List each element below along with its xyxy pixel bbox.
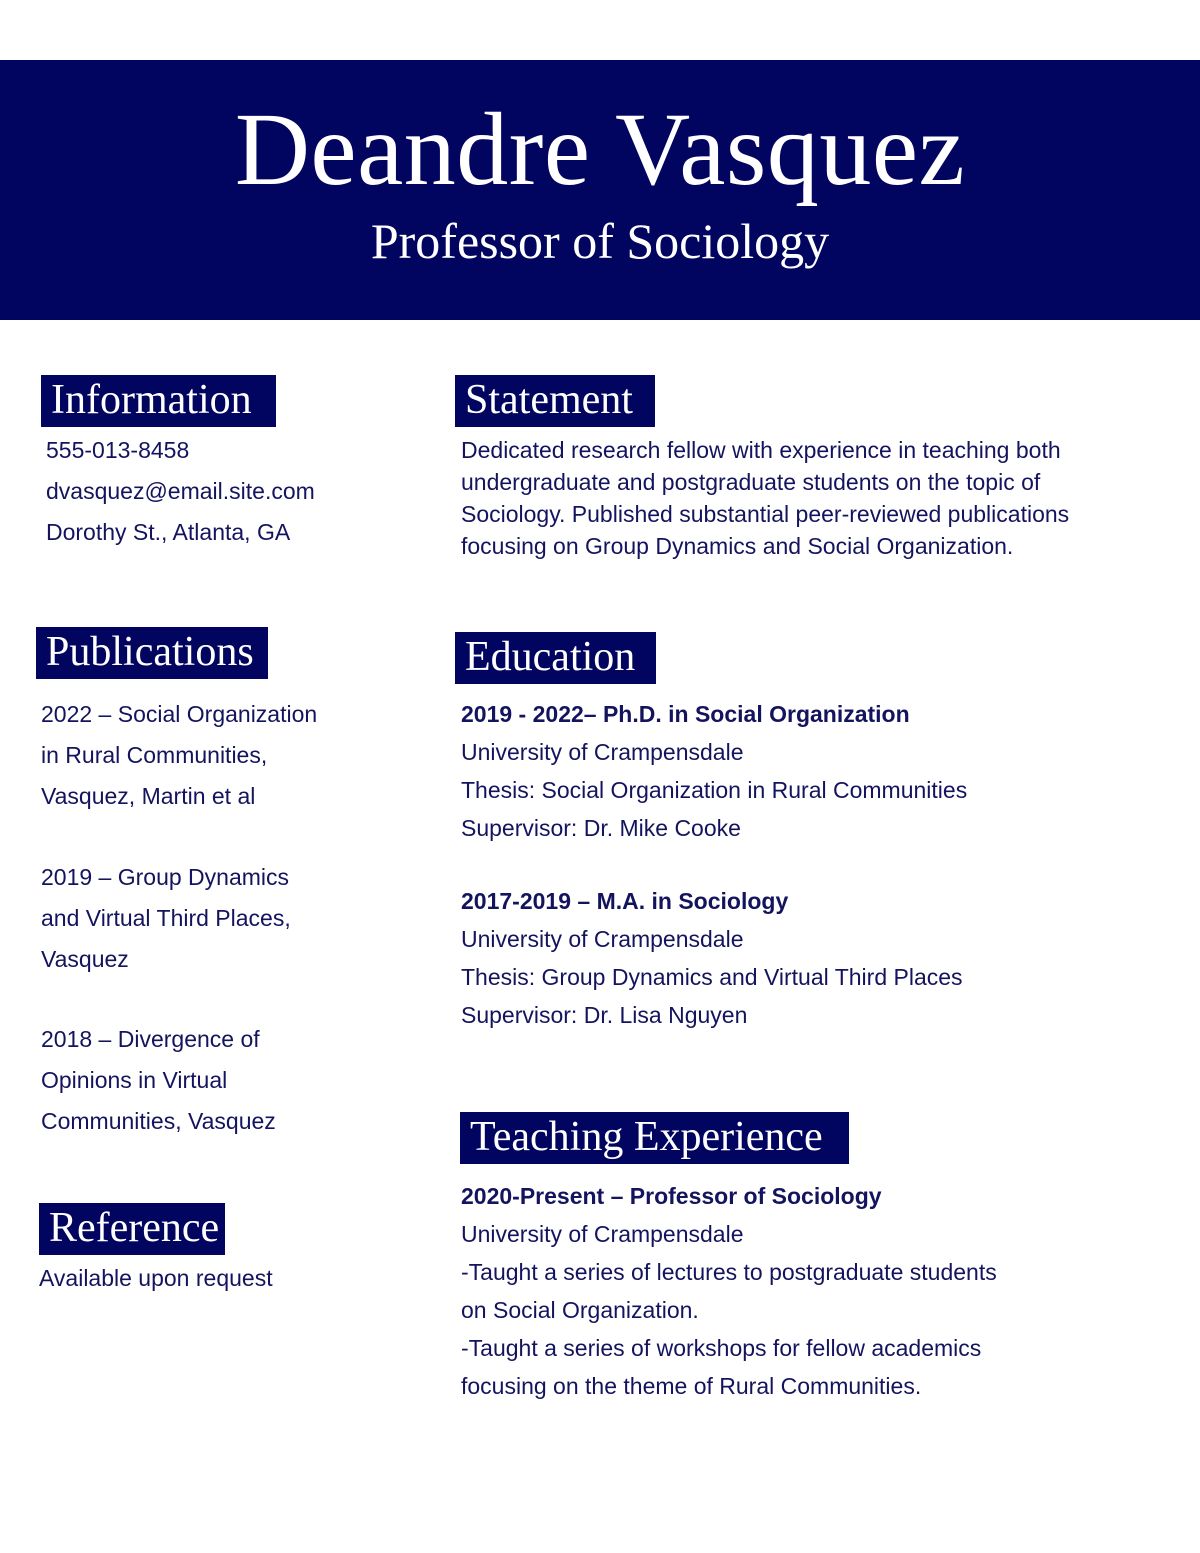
education-entry — [461, 882, 963, 1034]
education-entry — [461, 695, 967, 847]
publication-item — [41, 857, 291, 980]
publication-line: 2022 – Social Organization — [41, 701, 318, 727]
publication-line: and Virtual Third Places, — [41, 905, 291, 931]
thesis: Thesis: Social Organization in Rural Communities — [461, 777, 968, 803]
publication-line: Vasquez — [41, 946, 129, 972]
publication-line: Opinions in Virtual — [41, 1067, 228, 1093]
publications-heading: Publications — [36, 627, 268, 679]
information-heading: Information — [41, 375, 276, 427]
job-title: Professor of Sociology — [370, 213, 830, 269]
information-block — [46, 430, 315, 553]
statement-heading: Statement — [455, 375, 655, 427]
thesis: Thesis: Group Dynamics and Virtual Third Places — [461, 964, 963, 990]
education-heading: Education — [455, 632, 656, 684]
email-address: dvasquez@email.site.com — [46, 478, 315, 504]
position-title: 2020-Present – Professor of Sociology — [461, 1183, 882, 1209]
phone-number: 555-013-8458 — [46, 437, 190, 463]
supervisor: Supervisor: Dr. Mike Cooke — [461, 815, 741, 841]
university: University of Crampensdale — [461, 739, 744, 765]
publication-item — [41, 1019, 276, 1142]
supervisor: Supervisor: Dr. Lisa Nguyen — [461, 1002, 748, 1028]
reference-heading: Reference — [39, 1203, 225, 1255]
teaching-line: -Taught a series of lectures to postgraduate students — [461, 1259, 997, 1285]
publication-line: 2018 – Divergence of — [41, 1026, 260, 1052]
postal-address: Dorothy St., Atlanta, GA — [46, 519, 291, 545]
teaching-line: on Social Organization. — [461, 1297, 699, 1323]
teaching-entry — [461, 1177, 997, 1405]
publication-line: Vasquez, Martin et al — [41, 783, 256, 809]
teaching-heading: Teaching Experience — [460, 1112, 849, 1164]
statement-line: focusing on Group Dynamics and Social Organization. — [461, 533, 1014, 559]
university: University of Crampensdale — [461, 926, 744, 952]
publication-line: Communities, Vasquez — [41, 1108, 276, 1134]
person-name: Deandre Vasquez — [234, 92, 966, 207]
degree-title: 2017-2019 – M.A. in Sociology — [461, 888, 789, 914]
statement-text — [461, 434, 1069, 562]
publication-item — [41, 694, 317, 817]
statement-line: Sociology. Published substantial peer-reviewed publications — [461, 501, 1070, 527]
header-banner — [0, 60, 1200, 320]
reference-text: Available upon request — [39, 1265, 273, 1291]
publication-line: 2019 – Group Dynamics — [41, 864, 290, 890]
teaching-line: -Taught a series of workshops for fellow academics — [461, 1335, 982, 1361]
teaching-line: focusing on the theme of Rural Communities. — [461, 1373, 922, 1399]
degree-title: 2019 - 2022– Ph.D. in Social Organization — [461, 701, 910, 727]
university: University of Crampensdale — [461, 1221, 744, 1247]
statement-line: undergraduate and postgraduate students on the topic of — [461, 469, 1041, 495]
publication-line: in Rural Communities, — [41, 742, 268, 768]
statement-line: Dedicated research fellow with experience in teaching both — [461, 437, 1061, 463]
